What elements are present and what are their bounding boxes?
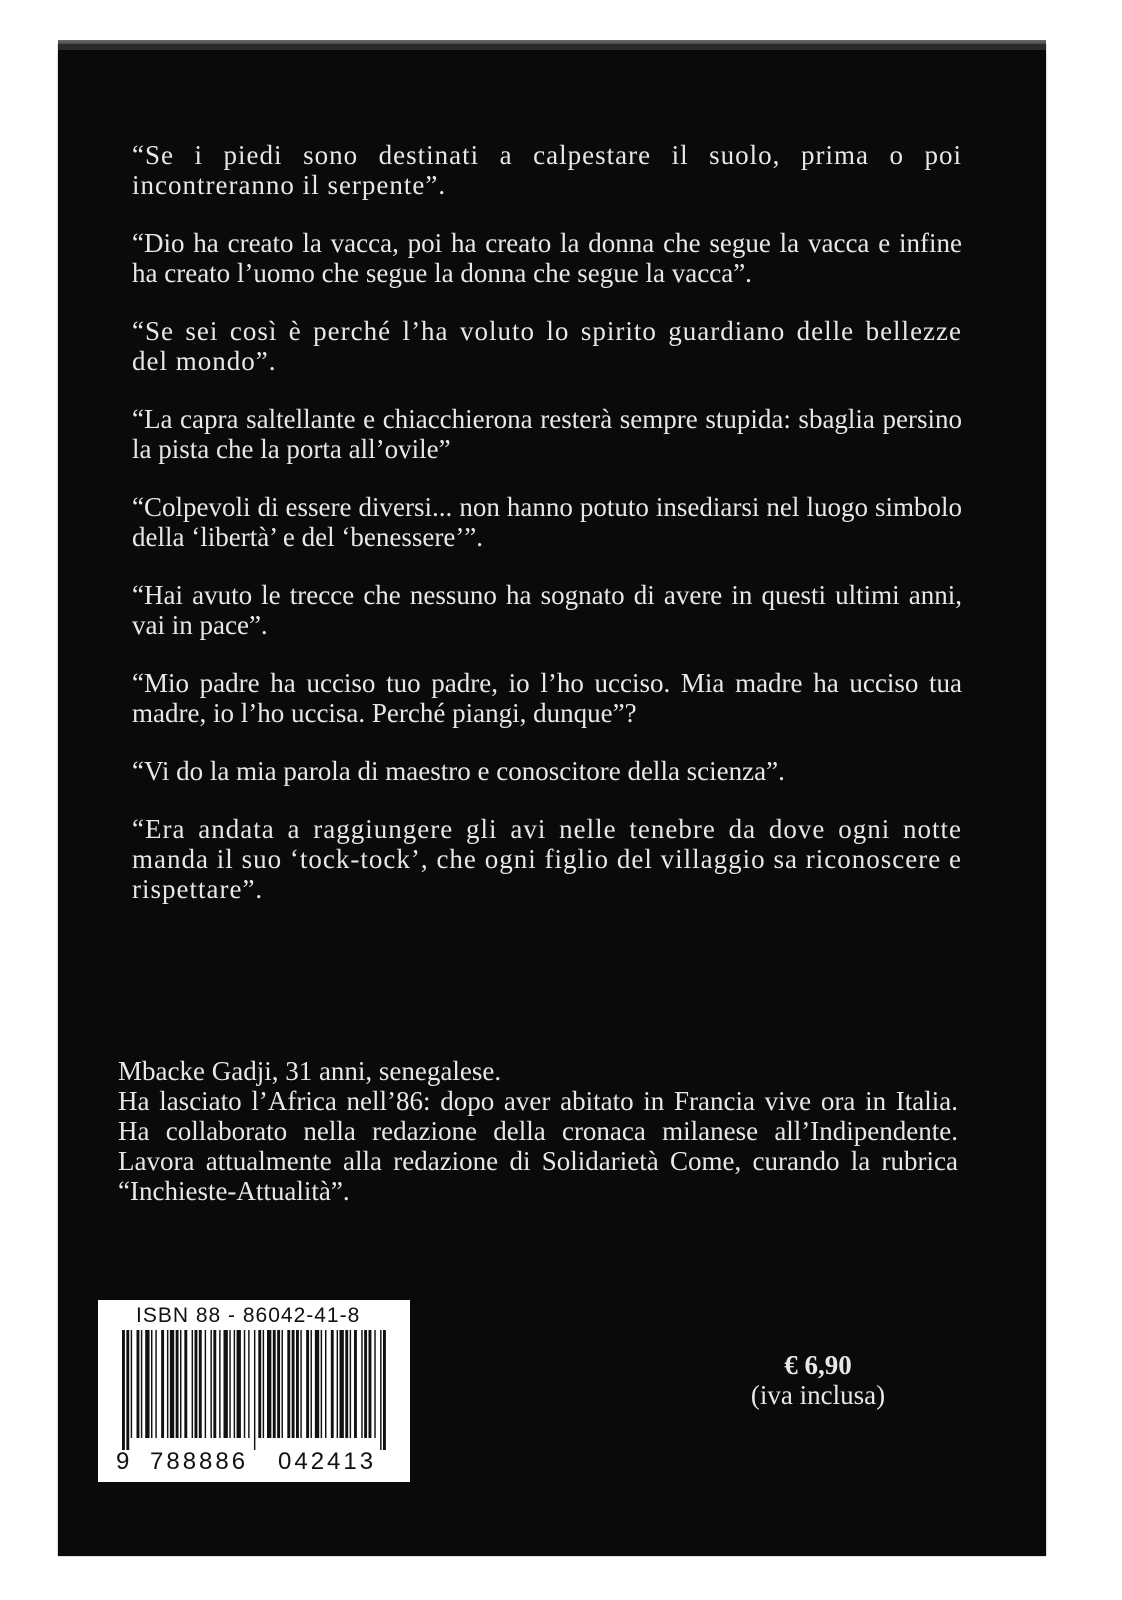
price-amount: € 6,90 [784, 1350, 852, 1380]
price-note: (iva inclusa) [750, 1380, 886, 1410]
quote-2: “Dio ha creato la vacca, poi ha creato la donna che segue la vacca e infine ha creato l’uomo che segue la donna che segue la vacca”. [132, 228, 962, 288]
quote-5: “Colpevoli di essere diversi... non hanno potuto insediarsi nel luogo simbolo della ‘libertà’ e del ‘benessere’”. [132, 492, 962, 552]
barcode-bars [118, 1330, 390, 1450]
barcode-digit-lead: 9 [116, 1448, 130, 1475]
barcode-digits-right: 042413 [278, 1448, 377, 1475]
author-bio [118, 1056, 958, 1206]
isbn-barcode [98, 1300, 410, 1482]
author-bio-text: Ha lasciato l’Africa nell’86: dopo aver abitato in Francia vive ora in Italia. Ha collaborato nella redazione della cronaca milanese all’Indipendente. Lavora attualmente alla redazione di Solidarietà Come, curando la rubrica “Inchieste-Attualità”. [118, 1086, 958, 1206]
quotes-section [132, 140, 962, 932]
quote-8: “Vi do la mia parola di maestro e conoscitore della scienza”. [132, 756, 785, 786]
quote-4: “La capra saltellante e chiacchierona resterà sempre stupida: sbaglia persino la pista che la porta all’ovile” [132, 404, 962, 464]
quote-7: “Mio padre ha ucciso tuo padre, io l’ho ucciso. Mia madre ha ucciso tua madre, io l’ho uccisa. Perché piangi, dunque”? [132, 668, 962, 728]
quote-1: “Se i piedi sono destinati a calpestare il suolo, prima o poi incontreranno il serpente”. [132, 140, 962, 200]
barcode-digits-left: 788886 [150, 1448, 249, 1475]
isbn-number: ISBN 88 - 86042-41-8 [136, 1304, 361, 1327]
price-block [718, 1350, 918, 1410]
quote-3: “Se sei così è perché l’ha voluto lo spirito guardiano delle bellezze del mondo”. [132, 316, 962, 376]
barcode-digits [98, 1448, 410, 1478]
quote-6: “Hai avuto le trecce che nessuno ha sognato di avere in questi ultimi anni, vai in pace”. [132, 580, 962, 640]
author-name-line: Mbacke Gadji, 31 anni, senegalese. [118, 1056, 502, 1086]
quote-9: “Era andata a raggiungere gli avi nelle tenebre da dove ogni notte manda il suo ‘tock-tock’, che ogni figlio del villaggio sa riconoscere e rispettare”. [132, 814, 962, 904]
